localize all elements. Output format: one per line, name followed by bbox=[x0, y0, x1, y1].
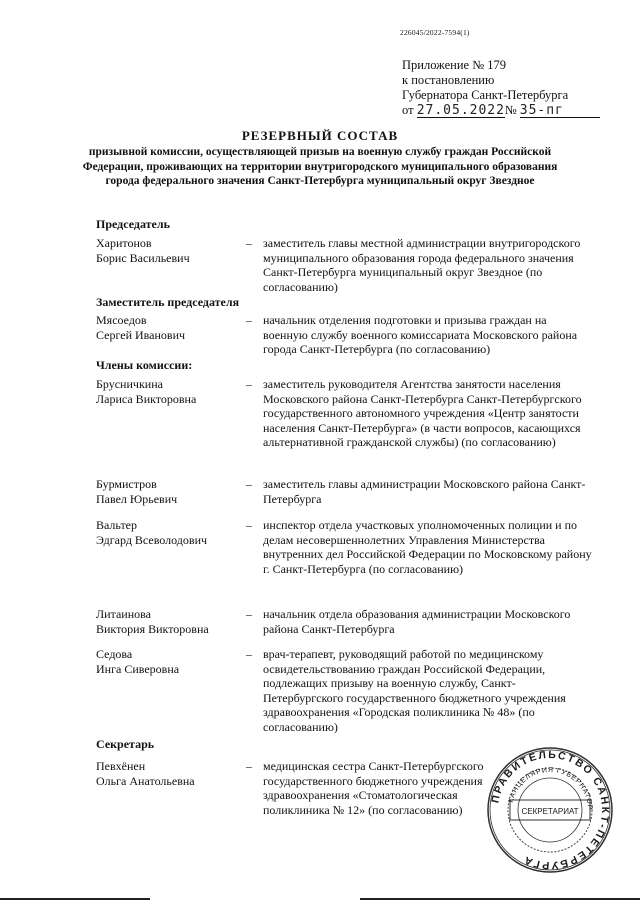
member-name: Литаинова Виктория Викторовна bbox=[96, 607, 209, 636]
stamp-graphic bbox=[485, 745, 615, 875]
dash: – bbox=[246, 759, 252, 773]
member-name: Вальтер Эдгард Всеволодович bbox=[96, 518, 208, 547]
member-role: заместитель главы местной администрации внутригородского муниципального образования города федерального значения Санкт-Петербурга муниципальный округ Звездное (по согласованию) bbox=[263, 236, 581, 294]
footer-border-left bbox=[0, 898, 150, 900]
from-label: от bbox=[402, 103, 414, 117]
dash: – bbox=[246, 377, 252, 391]
number-field bbox=[520, 103, 600, 118]
dash: – bbox=[246, 236, 252, 250]
member-name: Брусничкина Лариса Викторовна bbox=[96, 377, 197, 406]
appendix-date-row bbox=[402, 103, 600, 118]
number-label: № bbox=[504, 103, 517, 117]
document-subtitle: призывной комиссии, осуществляющей призыв на военную службу граждан Российской Федерации, проживающих на территории внутригородского муниципального образования города федерального значения Санкт-Петербурга муниципальный округ Звездное bbox=[82, 146, 558, 187]
member-name: Харитонов Борис Васильевич bbox=[96, 236, 190, 265]
footer-scan-border bbox=[0, 898, 640, 900]
member-role: начальник отделения подготовки и призыва граждан на военную службу военного комиссариата Московского района города Санкт-Петербурга (по согласованию) bbox=[263, 313, 578, 356]
footer-border-right bbox=[360, 898, 640, 900]
section-deputy: Заместитель председателя bbox=[96, 295, 240, 309]
member-name: Седова Инга Сиверовна bbox=[96, 647, 180, 676]
date-field bbox=[417, 103, 505, 118]
dash: – bbox=[246, 518, 252, 532]
appendix-line2: к постановлению bbox=[402, 73, 495, 87]
date-value: 27.05.2022 bbox=[416, 103, 505, 118]
dash: – bbox=[246, 313, 252, 327]
document-title: РЕЗЕРВНЫЙ СОСТАВ bbox=[241, 128, 399, 143]
document-id: 226045/2022-7594(1) bbox=[400, 28, 470, 37]
member-role: врач-терапевт, руководящий работой по медицинскому освидетельствованию граждан Российской Федерации, подлежащих призыву на военную службу, Санкт-Петербургского государственного бюджетного учреждения здравоохранения «Городская поликлиника № 48» (по согласованию) bbox=[263, 647, 566, 734]
dash: – bbox=[246, 607, 252, 621]
section-chair: Председатель bbox=[96, 217, 170, 231]
dash: – bbox=[246, 647, 252, 661]
number-value: 35-пг bbox=[519, 103, 564, 118]
stamp-inner-text: КАНЦЕЛЯРИЯ ГУБЕРНАТОР bbox=[507, 766, 594, 811]
member-role: начальник отдела образования администрации Московского района Санкт-Петербурга bbox=[263, 607, 571, 636]
official-stamp bbox=[485, 745, 615, 880]
section-secretary: Секретарь bbox=[96, 737, 155, 751]
member-role: инспектор отдела участковых уполномоченных полиции и по делам несовершеннолетних Управления Министерства внутренних дел Российской Федерации по Московскому району г. Санкт-Петербурга (по согласованию) bbox=[263, 518, 592, 576]
member-name: Бурмистров Павел Юрьевич bbox=[96, 477, 178, 506]
member-role: заместитель главы администрации Московского района Санкт-Петербурга bbox=[263, 477, 586, 506]
stamp-outer-text: ПРАВИТЕЛЬСТВО САНКТ-ПЕТЕРБУРГА bbox=[489, 748, 612, 872]
member-role: заместитель руководителя Агентства занятости населения Московского района Санкт-Петербурга Санкт-Петербургского государственного автономного учреждения «Центр занятости населения Санкт-Петербурга» (в части вопросов, касающихся альтернативной гражданской службы) (по согласованию) bbox=[263, 377, 582, 449]
section-members: Члены комиссии: bbox=[96, 358, 193, 372]
member-role: медицинская сестра Санкт-Петербургского государственного бюджетного учреждения здравоохранения «Стоматологическая поликлиника № 12» (по согласованию) bbox=[263, 759, 484, 817]
appendix-line1: Приложение № 179 bbox=[402, 58, 507, 72]
appendix-line3: Губернатора Санкт-Петербурга bbox=[402, 88, 569, 102]
member-name: Певхёнен Ольга Анатольевна bbox=[96, 759, 195, 788]
dash: – bbox=[246, 477, 252, 491]
stamp-center-text: СЕКРЕТАРИАТ bbox=[521, 807, 579, 816]
appendix-block bbox=[402, 58, 600, 118]
member-name: Мясоедов Сергей Иванович bbox=[96, 313, 186, 342]
